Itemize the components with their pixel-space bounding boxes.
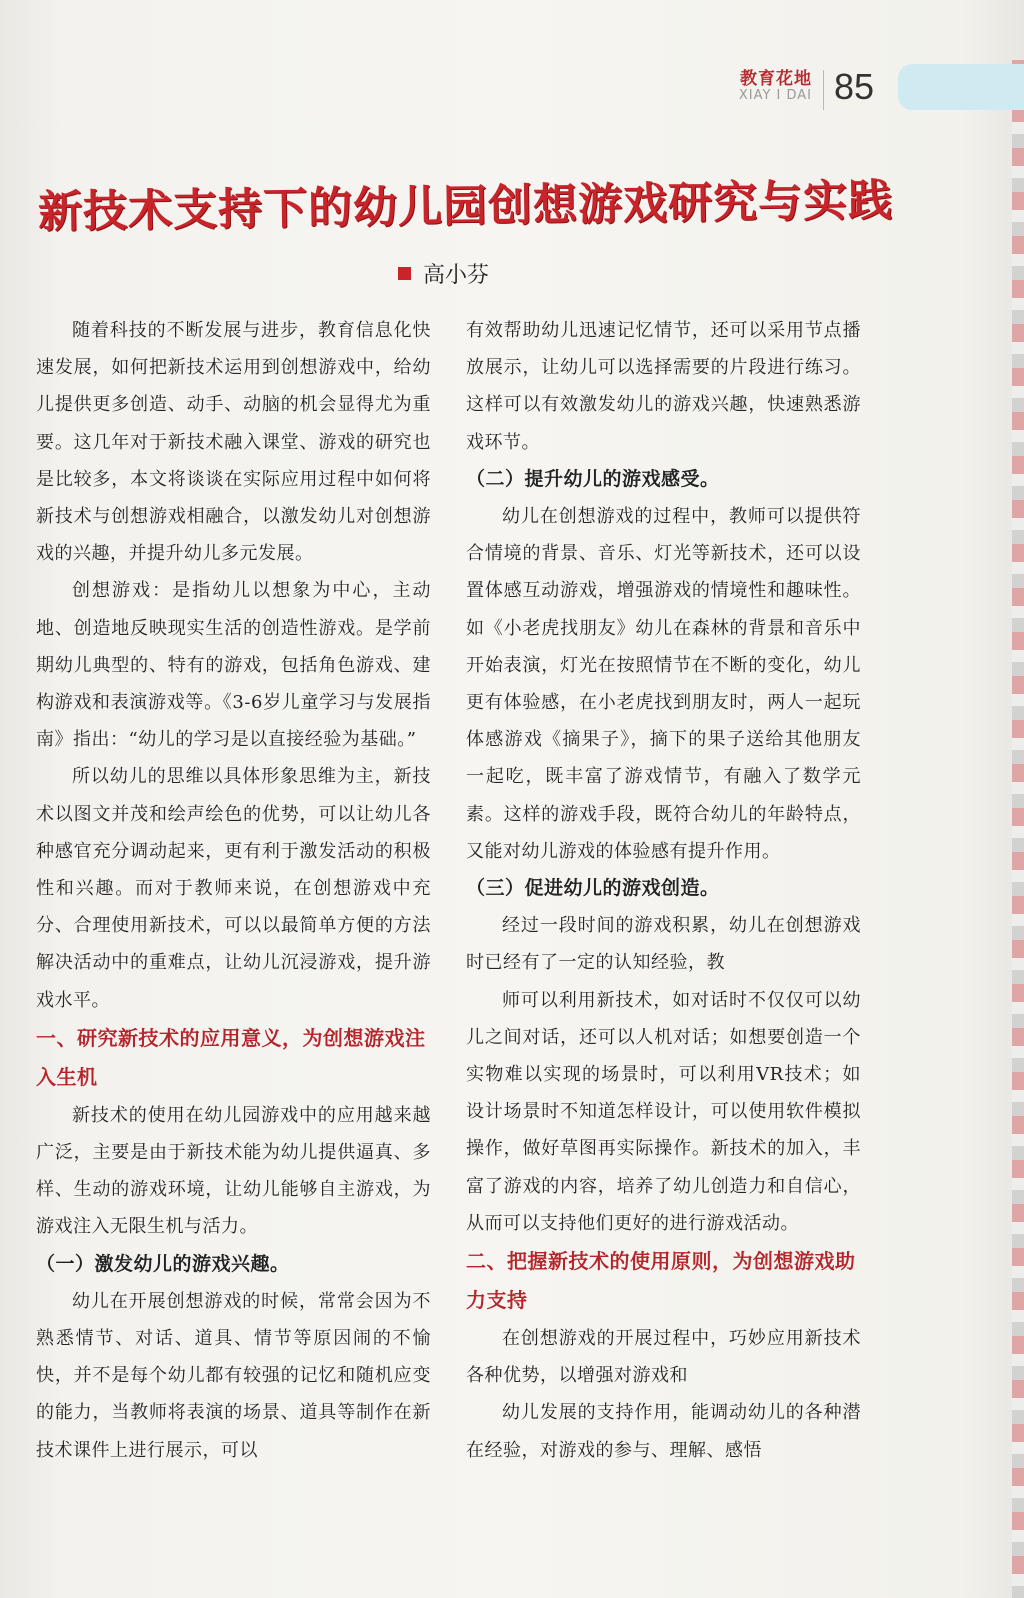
section-pinyin: XIAY I DAI xyxy=(738,88,812,103)
paragraph: 师可以利用新技术，如对话时不仅仅可以幼儿之间对话，还可以人机对话；如想要创造一个实物难以实现的场景时，可以利用VR技术；如设计场景时不知道怎样设计，可以使用软件模拟操作，做好草图再实际操作。新技术的加入，丰富了游戏的内容，培养了幼儿创造力和自信心，从而可以支持他们更好的进行游戏活动。 xyxy=(466,989,861,1234)
paragraph: 幼儿在开展创想游戏的时候，常常会因为不熟悉情节、对话、道具、情节等原因闹的不愉快，并不是每个幼儿都有较强的记忆和随机应变的能力，当教师将表演的场景、道具等制作在新技术课件上进行展示，可以 xyxy=(36,1290,431,1461)
author-line xyxy=(398,258,489,289)
right-column xyxy=(466,312,861,1592)
paragraph: 经过一段时间的游戏积累，幼儿在创想游戏时已经有了一定的认知经验，教 xyxy=(466,915,861,974)
page-edge-strip xyxy=(1012,60,1024,1598)
section-heading: 二、把握新技术的使用原则，为创想游戏助力支持 xyxy=(466,1249,856,1313)
paragraph: 创想游戏：是指幼儿以想象为中心，主动地、创造地反映现实生活的创造性游戏。是学前期幼儿典型的、特有的游戏，包括角色游戏、建构游戏和表演游戏等。《3-6岁儿童学习与发展指南》指出：“幼儿的学习是以直接经验为基础。” xyxy=(36,580,431,751)
subsection-heading: （一）激发幼儿的游戏兴趣。 xyxy=(36,1252,290,1275)
paragraph: 幼儿在创想游戏的过程中，教师可以提供符合情境的背景、音乐、灯光等新技术，还可以设置体感互动游戏，增强游戏的情境性和趣味性。如《小老虎找朋友》幼儿在森林的背景和音乐中开始表演，灯光在按照情节在不断的变化，幼儿更有体验感，在小老虎找到朋友时，两人一起玩体感游戏《摘果子》，摘下的果子送给其他朋友一起吃，既丰富了游戏情节，有融入了数学元素。这样的游戏手段，既符合幼儿的年龄特点，又能对幼儿游戏的体验感有提升作用。 xyxy=(466,506,861,862)
subsection-heading: （二）提升幼儿的游戏感受。 xyxy=(466,467,720,490)
paragraph: 新技术的使用在幼儿园游戏中的应用越来越广泛，主要是由于新技术能为幼儿提供逼真、多样、生动的游戏环境，让幼儿能够自主游戏，为游戏注入无限生机与活力。 xyxy=(36,1104,431,1238)
header-tab xyxy=(898,64,1024,110)
subsection-heading: （三）促进幼儿的游戏创造。 xyxy=(466,877,720,900)
section-heading: 一、研究新技术的应用意义，为创想游戏注入生机 xyxy=(36,1025,426,1089)
article-title: 新技术支持下的幼儿园创想游戏研究与实践 xyxy=(37,175,894,238)
page-number: 85 xyxy=(834,66,875,107)
author-name: 高小芬 xyxy=(423,263,490,288)
paragraph: 有效帮助幼儿迅速记忆情节，还可以采用节点播放展示，让幼儿可以选择需要的片段进行练习。这样可以有效激发幼儿的游戏兴趣，快速熟悉游戏环节。 xyxy=(466,320,861,453)
paragraph: 随着科技的不断发展与进步，教育信息化快速发展，如何把新技术运用到创想游戏中，给幼儿提供更多创造、动手、动脑的机会显得尤为重要。这几年对于新技术融入课堂、游戏的研究也是比较多，本文将谈谈在实际应用过程中如何将新技术与创想游戏相融合，以激发幼儿对创想游戏的兴趣，并提升幼儿多元发展。 xyxy=(36,320,431,565)
paragraph: 幼儿发展的支持作用，能调动幼儿的各种潜在经验，对游戏的参与、理解、感悟 xyxy=(466,1402,861,1461)
header-divider xyxy=(823,70,824,110)
paragraph: 所以幼儿的思维以具体形象思维为主，新技术以图文并茂和绘声绘色的优势，可以让幼儿各种感官充分调动起来，更有利于激发活动的积极性和兴趣。而对于教师来说，在创想游戏中充分、合理使用新技术，可以以最简单方便的方法解决活动中的重难点，让幼儿沉浸游戏，提升游戏水平。 xyxy=(36,766,431,1011)
section-name: 教育花地 xyxy=(740,69,812,89)
paragraph: 在创想游戏的开展过程中，巧妙应用新技术各种优势，以增强对游戏和 xyxy=(466,1328,861,1387)
author-marker-icon xyxy=(398,267,411,280)
left-column xyxy=(36,312,431,1592)
